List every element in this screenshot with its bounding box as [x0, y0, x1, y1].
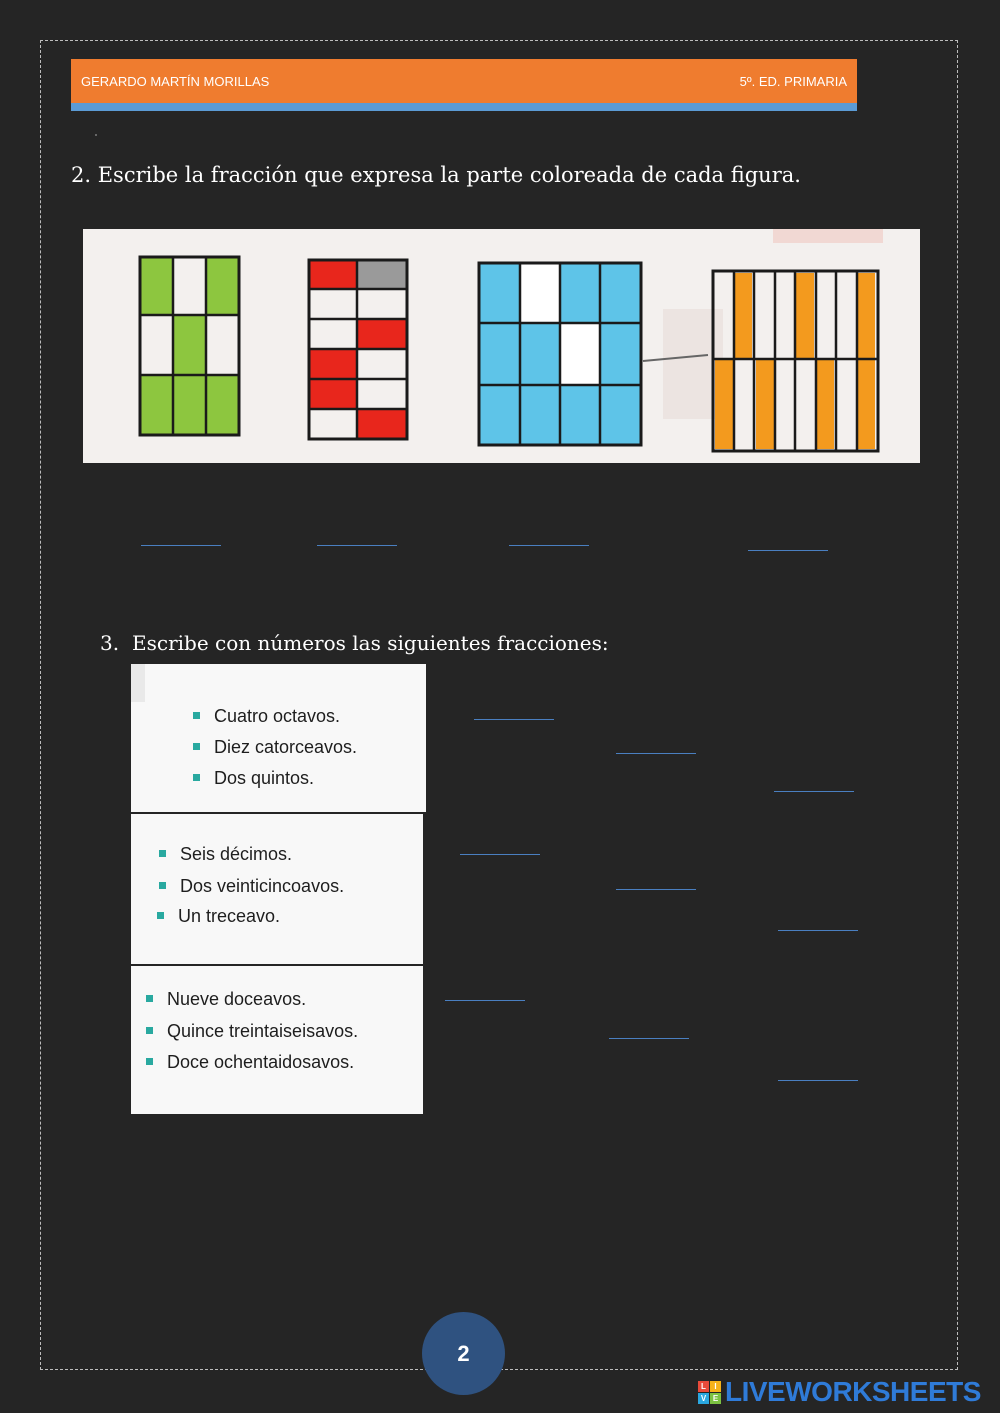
- liveworksheets-wordmark: LIVEWORKSHEETS: [725, 1376, 981, 1407]
- answer-line-doce-ochentaidosavos[interactable]: [778, 1080, 858, 1081]
- stray-dot: [95, 134, 97, 136]
- answer-line-dos-veinticincoavos[interactable]: [616, 889, 696, 890]
- fraction-figures-image: [83, 229, 920, 463]
- list-item: Quince treintaiseisavos.: [146, 1021, 358, 1042]
- list-item: Un treceavo.: [157, 906, 280, 927]
- list-item: Nueve doceavos.: [146, 989, 306, 1010]
- exercise-3-instruction: [100, 631, 609, 655]
- exercise-3-text: Escribe con números las siguientes fracciones:: [132, 631, 609, 655]
- exercise-2-instruction: 2. Escribe la fracción que expresa la parte coloreada de cada figura.: [71, 163, 801, 187]
- answer-line-figure-2[interactable]: [317, 545, 397, 546]
- figure-blue-grid: [479, 263, 641, 445]
- grade-label: 5º. ED. PRIMARIA: [739, 73, 847, 89]
- header-stripe: [71, 103, 857, 111]
- bullet-icon: [159, 850, 166, 857]
- answer-line-figure-4[interactable]: [748, 550, 828, 551]
- fraction-words-card-3: [131, 966, 423, 1114]
- list-item: Dos quintos.: [193, 768, 314, 789]
- fraction-words-card-2: [131, 814, 423, 964]
- bullet-icon: [146, 1058, 153, 1065]
- answer-line-nueve-doceavos[interactable]: [445, 1000, 525, 1001]
- page-header: [71, 59, 857, 103]
- bullet-icon: [146, 1027, 153, 1034]
- bullet-icon: [193, 712, 200, 719]
- bullet-icon: [159, 882, 166, 889]
- list-item: Doce ochentaidosavos.: [146, 1052, 354, 1073]
- liveworksheets-logo-icon: L I V E: [698, 1381, 721, 1404]
- list-item: Seis décimos.: [159, 844, 292, 865]
- author-name: GERARDO MARTÍN MORILLAS: [81, 73, 270, 89]
- answer-line-figure-1[interactable]: [141, 545, 221, 546]
- bullet-icon: [193, 743, 200, 750]
- fraction-words-card-1: [131, 664, 426, 812]
- exercise-3-number: 3.: [100, 631, 120, 655]
- page-number-badge: 2: [422, 1312, 505, 1395]
- answer-line-figure-3[interactable]: [509, 545, 589, 546]
- liveworksheets-brand[interactable]: [698, 1376, 981, 1408]
- answer-line-cuatro-octavos[interactable]: [474, 719, 554, 720]
- list-item: Dos veinticincoavos.: [159, 876, 344, 897]
- answer-line-dos-quintos[interactable]: [774, 791, 854, 792]
- list-item: Cuatro octavos.: [193, 706, 340, 727]
- answer-line-diez-catorceavos[interactable]: [616, 753, 696, 754]
- answer-line-seis-decimos[interactable]: [460, 854, 540, 855]
- bullet-icon: [193, 774, 200, 781]
- bullet-icon: [157, 912, 164, 919]
- answer-line-un-treceavo[interactable]: [778, 930, 858, 931]
- answer-line-quince-treintaiseisavos[interactable]: [609, 1038, 689, 1039]
- list-item: Diez catorceavos.: [193, 737, 357, 758]
- fraction-figures-svg: [83, 229, 920, 463]
- bullet-icon: [146, 995, 153, 1002]
